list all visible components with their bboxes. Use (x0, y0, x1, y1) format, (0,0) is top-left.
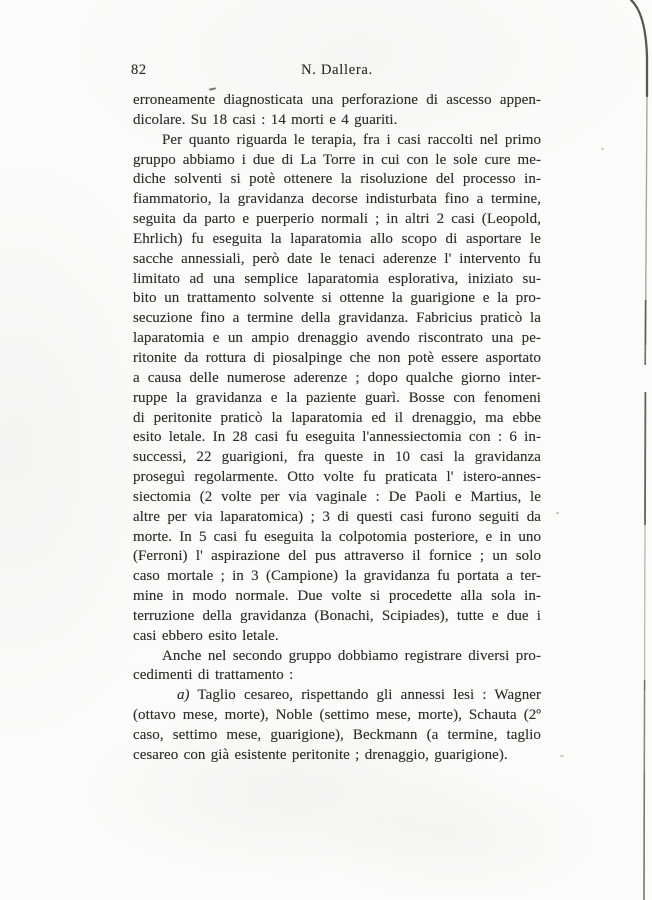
text-line-content: diche solventi si potè ottenere la risoluzione del processo in- (133, 171, 541, 188)
text-line (133, 607, 541, 627)
text-line (133, 131, 541, 151)
scan-speck (601, 148, 604, 150)
text-line (133, 706, 541, 726)
text-line-content: secuzione fino a termine della gravidanza. Fabricius praticò la (133, 310, 541, 327)
scan-speck (556, 512, 559, 514)
text-line-content: sacche annessiali, però date le tenaci aderenze l' intervento fu (133, 250, 541, 267)
text-line (133, 151, 541, 171)
text-line (133, 587, 541, 607)
text-line-content: successi, 22 guarigioni, fra queste in 10 casi la gravidanza (133, 449, 541, 466)
text-line (133, 369, 541, 389)
text-line (133, 270, 541, 290)
scan-speck (560, 755, 564, 757)
text-line-content: proseguì regolarmente. Otto volte fu praticata l' istero-annes- (133, 469, 541, 486)
page-number: 82 (131, 62, 147, 78)
text-line (133, 111, 541, 131)
text-line (133, 567, 541, 587)
text-line-content: (ottavo mese, morte), Noble (settimo mese, morte), Schauta (2º (133, 707, 541, 724)
text-line (133, 409, 541, 429)
body-text (133, 91, 541, 766)
text-line (133, 190, 541, 210)
text-line-content: cedimenti di trattamento : (133, 667, 294, 684)
text-line (133, 250, 541, 270)
text-line (133, 309, 541, 329)
text-line (133, 508, 541, 528)
text-line-content: bito un trattamento solvente si ottenne la guarigione e la pro- (133, 290, 541, 307)
text-line-content: cesareo con già esistente peritonite ; drenaggio, guarigione). (133, 746, 508, 763)
text-line-content: siectomia (2 volte per via vaginale : De Paoli e Martius, le (133, 488, 541, 505)
text-line-content: mine in modo normale. Due volte si procedette alla sola in- (133, 588, 541, 605)
text-line (133, 746, 541, 766)
text-line (133, 726, 541, 746)
text-line (133, 647, 541, 667)
text-line-content: altre per via laparatomica) ; 3 di questi casi furono seguiti da (133, 508, 541, 525)
text-line-content: laparatomia e un ampio drenaggio avendo riscontrato una pe- (133, 330, 541, 347)
text-line (133, 230, 541, 250)
text-line-content: terruzione della gravidanza (Bonachi, Scipiades), tutte e due i (133, 607, 541, 624)
text-line-content: a causa delle numerose aderenze ; dopo qualche giorno inter- (133, 369, 541, 386)
text-line (133, 329, 541, 349)
text-line-content: Ehrlich) fu eseguita la laparatomia allo scopo di asportare le (133, 230, 541, 247)
text-line-content: ruppe la gravidanza e la paziente guarì. Bosse con fenomeni (133, 389, 541, 406)
text-line-content: esito letale. In 28 casi fu eseguita l'annessiectomia con : 6 in- (133, 429, 541, 446)
text-line-content: gruppo abbiamo i due di La Torre in cui con le sole cure me- (133, 151, 541, 168)
text-line-content: casi ebbero esito letale. (133, 627, 279, 644)
text-line-content: erroneamente diagnosticata una perforazione di ascesso appen- (133, 92, 541, 108)
text-line-content: di peritonite praticò la laparatomia ed il drenaggio, ma ebbe (133, 409, 541, 426)
text-line-content: caso mortale ; in 3 (Campione) la gravidanza fu portata a ter- (133, 568, 541, 585)
text-line (133, 666, 541, 686)
text-line-content: caso, settimo mese, guarigione), Beckmann (a termine, taglio (133, 727, 541, 743)
text-line (133, 448, 541, 468)
text-line (133, 428, 541, 448)
text-line (133, 349, 541, 369)
text-line-content: fiammatorio, la gravidanza decorse indisturbata fino a termine, (133, 191, 541, 208)
text-line (133, 627, 541, 647)
text-line (133, 91, 541, 111)
text-line (133, 210, 541, 230)
text-line (133, 170, 541, 190)
text-line-content: seguita da parto e puerperio normali ; in altri 2 casi (Leopold, (133, 211, 541, 228)
text-line-content: dicolare. Su 18 casi : 14 morti e 4 guariti. (133, 111, 398, 128)
text-line-content: (Ferroni) l' aspirazione del pus attraverso il fornice ; un solo (133, 548, 541, 565)
text-line (133, 289, 541, 309)
text-line (133, 686, 541, 706)
text-line-content: limitato ad una semplice laparatomia esplorativa, iniziato su- (133, 270, 541, 287)
text-line (133, 389, 541, 409)
italic-list-marker: a) (177, 687, 190, 704)
running-title: N. Dallera. (301, 62, 373, 78)
text-line (133, 528, 541, 548)
text-line-content: morte. In 5 casi fu eseguita la colpotomia posteriore, e in uno (133, 528, 541, 545)
text-line-content: ritonite da rottura di piosalpinge che non potè essere asportato (133, 349, 541, 366)
text-line-content: Per quanto riguarda le terapia, fra i casi raccolti nel primo (162, 131, 541, 148)
text-line-content: Anche nel secondo gruppo dobbiamo registrare diversi pro- (162, 647, 541, 664)
text-line (133, 468, 541, 488)
page-header (133, 62, 541, 80)
text-line-content: Taglio cesareo, rispettando gli annessi lesi : Wagner (197, 687, 541, 704)
text-line (133, 547, 541, 567)
text-line (133, 488, 541, 508)
